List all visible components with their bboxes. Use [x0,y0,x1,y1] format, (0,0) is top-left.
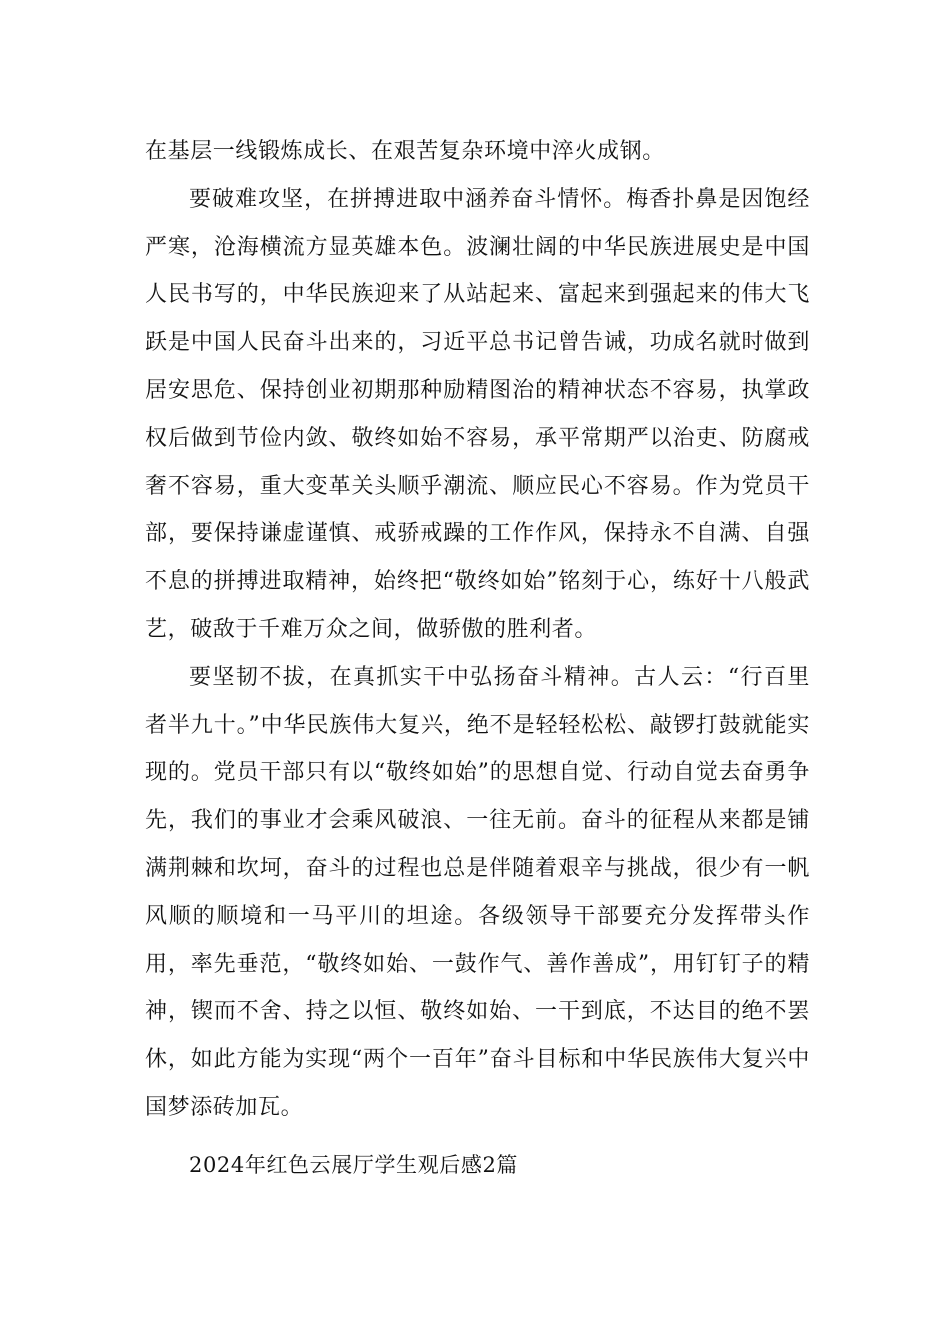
section-heading: 2024年红色云展厅学生观后感2篇 [189,1152,519,1177]
paragraph-perseverance: 要坚韧不拔，在真抓实干中弘扬奋斗精神。古人云：“行百里者半九十。”中华民族伟大复兴，绝不是轻轻松松、敲锣打鼓就能实现的。党员干部只有以“敬终如始”的思想自觉、行动自觉去奋勇争先，我们的事业才会乘风破浪、一往无前。奋斗的征程从来都是铺满荆棘和坎坷，奋斗的过程也总是伴随着艰辛与挑战，很少有一帆风顺的顺境和一马平川的坦途。各级领导干部要充分发挥带头作用，率先垂范，“敬终如始、一鼓作气、善作善成”，用钉钉子的精神，锲而不舍、持之以恒、敬终如始、一干到底，不达目的绝不罢休，如此方能为实现“两个一百年”奋斗目标和中华民族伟大复兴中国梦添砖加瓦。 [145,664,810,1120]
paragraph-continuation: 在基层一线锻炼成长、在艰苦复杂环境中淬火成钢。 [145,139,665,164]
paragraph-break-through-difficulties: 要破难攻坚，在拼搏进取中涵养奋斗情怀。梅香扑鼻是因饱经严寒，沧海横流方显英雄本色。波澜壮阔的中华民族进展史是中国人民书写的，中华民族迎来了从站起来、富起来到强起来的伟大飞跃是中国人民奋斗出来的，习近平总书记曾告诫，功成名就时做到居安思危、保持创业初期那种励精图治的精神状态不容易，执掌政权后做到节俭内敛、敬终如始不容易，承平常期严以治吏、防腐戒奢不容易，重大变革关头顺乎潮流、顺应民心不容易。作为党员干部，要保持谦虚谨慎、戒骄戒躁的工作作风，保持永不自满、自强不息的拼搏进取精神，始终把“敬终如始”铭刻于心，练好十八般武艺，破敌于千难万众之间，做骄傲的胜利者。 [145,186,810,642]
document-body [145,128,810,1190]
